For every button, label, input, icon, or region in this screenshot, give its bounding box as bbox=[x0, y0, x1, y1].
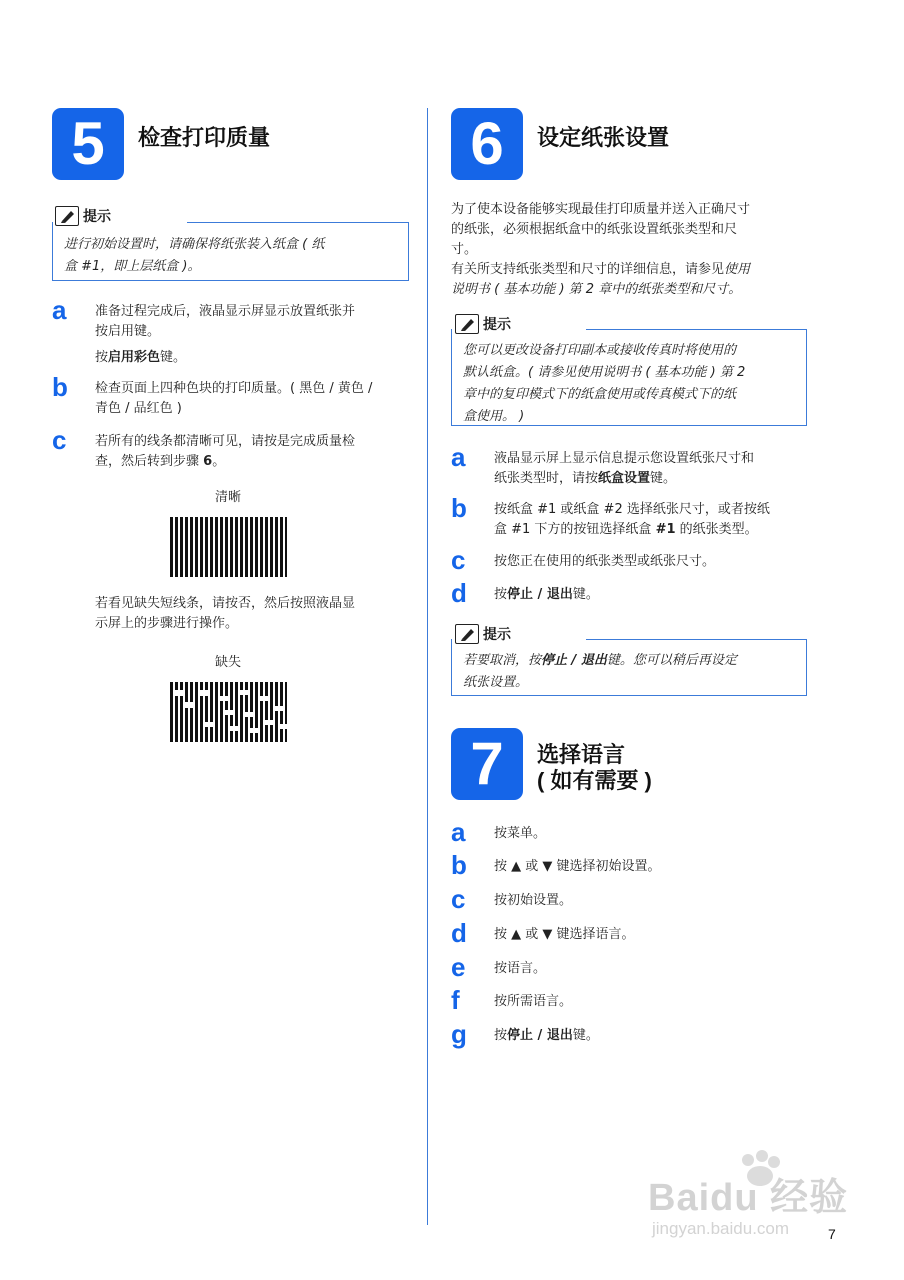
text-part: 键。您可以稍后再设定 bbox=[606, 653, 737, 668]
text-part: 有关所支持纸张类型和尺寸的详细信息，请参见 bbox=[451, 262, 725, 277]
print-line bbox=[170, 682, 173, 742]
section-6-intro bbox=[451, 200, 750, 300]
step-letter: f bbox=[451, 985, 460, 1015]
step-text bbox=[494, 585, 599, 605]
tip-label: 提示 bbox=[483, 317, 511, 333]
watermark-url: jingyan.baidu.com bbox=[652, 1219, 790, 1238]
missing-segment bbox=[245, 712, 253, 717]
text-part: 键。 bbox=[572, 1028, 599, 1043]
step-text-line bbox=[494, 520, 770, 540]
baidu-watermark bbox=[648, 1150, 849, 1238]
missing-instruction bbox=[95, 594, 355, 634]
missing-segment bbox=[200, 691, 208, 696]
tip-label: 提示 bbox=[83, 209, 111, 225]
step-letter: d bbox=[451, 918, 467, 948]
text-part: 按 bbox=[494, 1028, 508, 1043]
step-letter: a bbox=[52, 295, 67, 325]
missing-segment bbox=[185, 703, 193, 708]
step-letter: e bbox=[451, 952, 466, 982]
print-line bbox=[285, 682, 287, 742]
step-text: 按 ▲ 或 ▼ 键选择初始设置。 bbox=[494, 859, 661, 874]
step-text-line: 示屏上的步骤进行操作。 bbox=[95, 616, 239, 631]
step-text: 按语言。 bbox=[494, 961, 547, 976]
print-line bbox=[205, 517, 208, 577]
print-line bbox=[275, 517, 278, 577]
step-6-title: 设定纸张设置 bbox=[537, 125, 670, 150]
key-name: 停止 / 退出 bbox=[541, 653, 607, 668]
step-7-badge: 7 bbox=[451, 728, 523, 800]
missing-segment bbox=[250, 728, 258, 733]
step-letter: b bbox=[52, 372, 68, 402]
step-letter: b bbox=[451, 493, 467, 523]
tip-text bbox=[64, 234, 324, 278]
missing-segment bbox=[260, 696, 268, 701]
clear-print-pattern bbox=[170, 517, 287, 577]
missing-segment bbox=[175, 691, 183, 696]
column-divider bbox=[427, 108, 428, 1225]
text-part: 按 bbox=[95, 350, 109, 365]
text-part: 若要取消，按 bbox=[463, 653, 542, 668]
tip-text bbox=[463, 650, 737, 694]
print-line bbox=[210, 517, 213, 577]
step-text: 按菜单。 bbox=[494, 826, 547, 841]
print-line bbox=[265, 682, 268, 742]
print-line bbox=[175, 517, 178, 577]
step-letter: b bbox=[451, 850, 467, 880]
print-line bbox=[180, 517, 183, 577]
print-line bbox=[230, 517, 233, 577]
text-part: 的纸张类型。 bbox=[675, 522, 758, 537]
text-part: 按 bbox=[494, 587, 508, 602]
step-text-line: 按纸盒 #1 或纸盒 #2 选择纸张尺寸，或者按纸 bbox=[494, 502, 770, 517]
step-letter: a bbox=[451, 442, 466, 472]
step-letter: g bbox=[451, 1019, 467, 1049]
text-part: 纸张类型时，请按 bbox=[494, 471, 599, 486]
print-line bbox=[280, 517, 283, 577]
manual-ref: 纸张类型和尺寸。 bbox=[637, 282, 742, 297]
intro-line: 的纸张，必须根据纸盒中的纸张设置纸张类型和尺 bbox=[451, 222, 738, 237]
print-line bbox=[270, 682, 273, 742]
step-subtext bbox=[95, 348, 355, 368]
step-text-line bbox=[494, 469, 754, 489]
watermark-brand: Baidu 经验 bbox=[648, 1177, 849, 1219]
text-part: 键。 bbox=[650, 471, 677, 486]
print-line bbox=[260, 682, 263, 742]
text-part: 盒 #1 下方的按钮选择纸盒 bbox=[494, 522, 656, 537]
print-line bbox=[255, 517, 258, 577]
step-letter: c bbox=[451, 545, 466, 575]
missing-segment bbox=[280, 724, 287, 729]
print-line bbox=[215, 682, 218, 742]
print-line bbox=[200, 517, 203, 577]
missing-segment bbox=[275, 706, 283, 711]
step-text-line: 按启用键。 bbox=[95, 324, 161, 339]
step-text bbox=[494, 1026, 599, 1046]
print-line bbox=[265, 517, 268, 577]
manual-ref: 使用 bbox=[724, 262, 751, 277]
key-name: 停止 / 退出 bbox=[507, 587, 573, 602]
key-name: 停止 / 退出 bbox=[507, 1028, 573, 1043]
step-6-badge: 6 bbox=[451, 108, 523, 180]
missing-segment bbox=[230, 726, 238, 731]
tip-text bbox=[463, 340, 745, 428]
print-line bbox=[285, 517, 287, 577]
page-number: 7 bbox=[828, 1226, 836, 1242]
step-letter: a bbox=[451, 817, 466, 847]
print-line bbox=[270, 517, 273, 577]
step-text-line: 若所有的线条都清晰可见，请按是完成质量检 bbox=[95, 434, 356, 449]
missing-segment bbox=[240, 690, 248, 695]
step-text: 按所需语言。 bbox=[494, 994, 573, 1009]
step-letter: c bbox=[451, 884, 466, 914]
tip-label: 提示 bbox=[483, 627, 511, 643]
print-line bbox=[210, 682, 213, 742]
step-text bbox=[494, 500, 770, 540]
step-text: 按您正在使用的纸张类型或纸张尺寸。 bbox=[494, 554, 716, 569]
tip-text-line: 纸张设置。 bbox=[463, 675, 529, 690]
missing-segment bbox=[225, 710, 233, 715]
text-part: 键。 bbox=[160, 350, 187, 365]
print-line bbox=[245, 517, 248, 577]
step-text-line: 青色 / 品红色 ) bbox=[95, 401, 182, 416]
step-7-title-line: ( 如有需要 ) bbox=[537, 768, 652, 793]
print-line bbox=[190, 682, 193, 742]
print-line bbox=[220, 517, 223, 577]
missing-segment bbox=[220, 696, 228, 701]
step-7-title bbox=[537, 742, 652, 794]
clear-label: 清晰 bbox=[214, 490, 241, 505]
intro-line bbox=[451, 280, 750, 300]
step-ref: 6 bbox=[203, 454, 213, 469]
intro-line: 寸。 bbox=[451, 242, 478, 257]
step-text-line: 准备过程完成后，液晶显示屏显示放置纸张并 bbox=[95, 304, 356, 319]
text-part: 键。 bbox=[572, 587, 599, 602]
key-name: 启用彩色 bbox=[108, 350, 161, 365]
print-line bbox=[275, 682, 278, 742]
print-line bbox=[235, 682, 238, 742]
step-letter: d bbox=[451, 578, 467, 608]
intro-line bbox=[451, 260, 750, 280]
text-part: 。 bbox=[212, 454, 226, 469]
print-line bbox=[190, 517, 193, 577]
print-line bbox=[215, 517, 218, 577]
print-line bbox=[240, 517, 243, 577]
key-name: 纸盒设置 bbox=[598, 471, 651, 486]
print-line bbox=[235, 517, 238, 577]
step-text bbox=[95, 379, 372, 419]
step-text bbox=[95, 302, 355, 368]
print-line bbox=[170, 517, 173, 577]
step-letter: c bbox=[52, 425, 67, 455]
step-text-line: 检查页面上四种色块的打印质量。( 黑色 / 黄色 / bbox=[95, 381, 373, 396]
step-text bbox=[494, 449, 754, 489]
step-text: 按初始设置。 bbox=[494, 893, 573, 908]
intro-line: 为了使本设备能够实现最佳打印质量并送入正确尺寸 bbox=[451, 202, 751, 217]
tip-text-line: 默认纸盒。( 请参见使用说明书 ( 基本功能 ) 第 2 bbox=[463, 365, 746, 380]
print-line bbox=[195, 682, 198, 742]
step-text bbox=[95, 432, 355, 472]
print-line bbox=[250, 517, 253, 577]
tray-ref: #1 bbox=[655, 522, 676, 537]
tip-text-line: 盒使用。 ) bbox=[463, 409, 525, 424]
print-line bbox=[195, 517, 198, 577]
tip-text-line: 章中的复印模式下的纸盒使用或传真模式下的纸 bbox=[463, 387, 737, 402]
missing-print-pattern bbox=[170, 682, 287, 742]
tip-text-line: 盒 #1，即上层纸盒 )。 bbox=[64, 259, 201, 274]
print-line bbox=[185, 517, 188, 577]
missing-segment bbox=[265, 720, 273, 725]
print-line bbox=[225, 517, 228, 577]
tip-text-line: 进行初始设置时，请确保将纸张装入纸盒 ( 纸 bbox=[64, 237, 325, 252]
missing-segment bbox=[205, 722, 213, 727]
step-5-title: 检查打印质量 bbox=[138, 125, 271, 150]
tip-text-line bbox=[463, 650, 737, 672]
step-text: 按 ▲ 或 ▼ 键选择语言。 bbox=[494, 927, 635, 942]
text-part: 查，然后转到步骤 bbox=[95, 454, 204, 469]
step-text-line bbox=[95, 452, 355, 472]
step-7-title-line: 选择语言 bbox=[537, 742, 626, 767]
tip-text-line: 您可以更改设备打印副本或接收传真时将使用的 bbox=[463, 343, 737, 358]
step-text-line: 若看见缺失短线条，请按否，然后按照液晶显 bbox=[95, 596, 356, 611]
missing-label: 缺失 bbox=[214, 655, 241, 670]
step-5-badge: 5 bbox=[52, 108, 124, 180]
print-line bbox=[185, 682, 188, 742]
print-line bbox=[260, 517, 263, 577]
print-line bbox=[280, 682, 283, 742]
step-text-line: 液晶显示屏上显示信息提示您设置纸张尺寸和 bbox=[494, 451, 755, 466]
manual-ref: 说明书 ( 基本功能 ) 第 2 章中的 bbox=[451, 282, 638, 297]
print-line bbox=[220, 682, 223, 742]
